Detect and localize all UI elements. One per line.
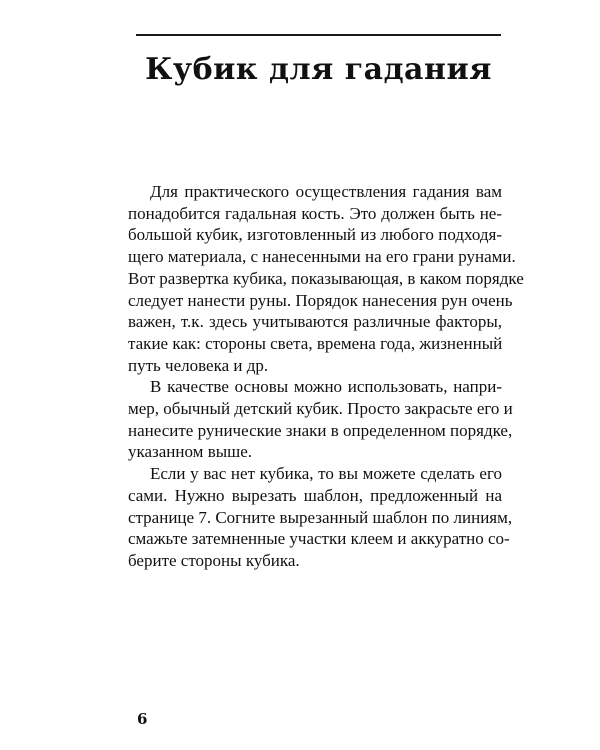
text-line: щего материала, с нанесенными на его грани рунами. — [128, 247, 516, 267]
text-line: мер, обычный детский кубик. Просто закрасьте его и — [128, 399, 513, 419]
text-line: такие как: стороны света, времена года, жизненный — [128, 333, 503, 353]
page-title: Кубик для гадания — [145, 52, 492, 87]
text-line: Вот развертка кубика, показывающая, в каком порядке — [128, 268, 524, 288]
text-line: В качестве основы можно использовать, напри- — [150, 377, 502, 397]
text-line: указанном выше. — [128, 442, 253, 462]
text-line: смажьте затемненные участки клеем и аккуратно со- — [128, 529, 510, 549]
text-line: путь человека и др. — [128, 355, 269, 375]
text-line: понадобится гадальная кость. Это должен быть не- — [128, 203, 502, 223]
text-line: нанесите рунические знаки в определенном порядке, — [128, 420, 513, 440]
text-line: важен, т.к. здесь учитываются различные факторы, — [128, 312, 502, 332]
header-rule — [136, 34, 501, 36]
page-number: 6 — [137, 710, 148, 728]
text-line: сами. Нужно вырезать шаблон, предложенный на — [128, 485, 502, 505]
text-line: следует нанести руны. Порядок нанесения рун очень — [128, 290, 513, 310]
text-line: берите стороны кубика. — [128, 550, 300, 570]
paragraph-3 — [128, 463, 513, 572]
text-line: Для практического осуществления гадания вам — [150, 182, 502, 201]
paragraph-1 — [128, 181, 524, 376]
body-text — [128, 181, 524, 572]
text-line: странице 7. Согните вырезанный шаблон по линиям, — [128, 507, 513, 527]
text-line: Если у вас нет кубика, то вы можете сделать его — [150, 464, 502, 484]
text-line: большой кубик, изготовленный из любого подходя- — [128, 225, 502, 245]
paragraph-2 — [128, 376, 513, 463]
